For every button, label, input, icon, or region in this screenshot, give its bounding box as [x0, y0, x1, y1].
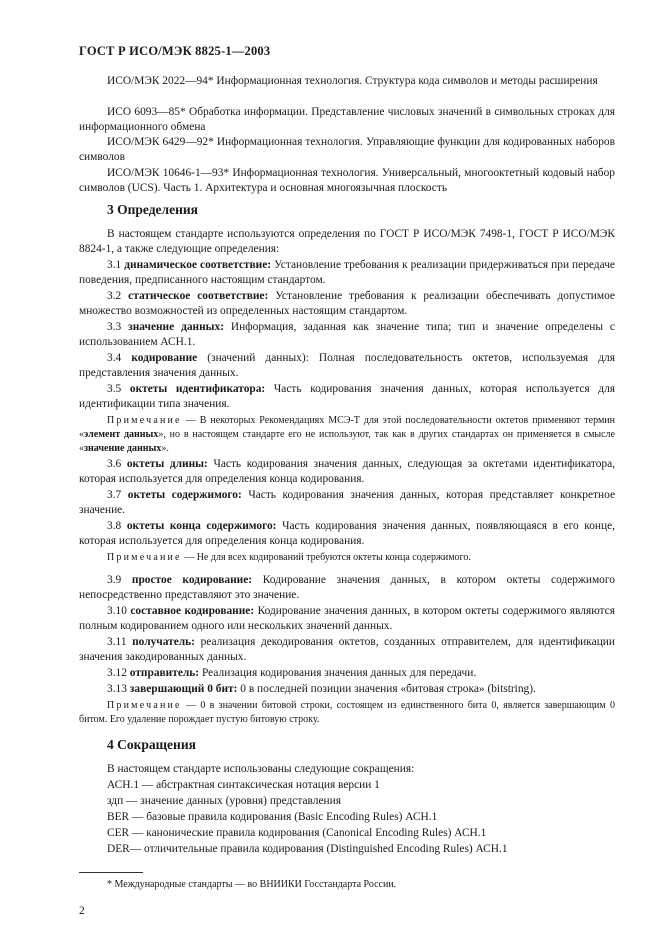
section-3-intro: В настоящем стандарте используются определения по ГОСТ Р ИСО/МЭК 7498-1, ГОСТ Р ИСО/МЭК 8824-1, а также следующие определения: — [79, 228, 615, 256]
footnote: * Международные стандарты — во ВНИИКИ Госстандарта России. — [107, 879, 397, 890]
footnote-divider — [79, 872, 143, 873]
abbreviation-item: здп — значение данных (уровня) представления — [107, 795, 341, 807]
definition-3-11: 3.11 получатель: реализация декодирования октетов, созданных отправителем, для идентификации значения закодированных данных. — [79, 636, 615, 664]
note-3: Примечание — 0 в значении битовой строки, состоящем из единственного бита 0, является завершающим 0 битом. Его удаление порождает пустую битовую строку. — [79, 700, 615, 725]
section-4-intro: В настоящем стандарте использованы следующие сокращения: — [107, 763, 415, 775]
note-2: Примечание — Не для всех кодирований требуются октеты конца содержимого. — [107, 552, 471, 563]
ref-iso-6429: ИСО/МЭК 6429—92* Информационная технология. Управляющие функции для кодированных наборов символов — [79, 136, 615, 164]
definition-3-1: 3.1 динамическое соответствие: Установление требования к реализации придерживаться при передаче поведения, предписанного настоящим стандартом. — [79, 259, 615, 287]
definition-3-9: 3.9 простое кодирование: Кодирование значения данных, в котором октеты содержимого непосредственно представляют это значение. — [79, 574, 615, 602]
definition-3-5: 3.5 октеты идентификатора: Часть кодирования значения данных, которая используется для идентификации типа значения. — [79, 383, 615, 411]
definition-3-8: 3.8 октеты конца содержимого: Часть кодирования значения данных, появляющаяся в его конце, которая используется для определения конца кодирования. — [79, 520, 616, 548]
ref-iso-2022: ИСО/МЭК 2022—94* Информационная технология. Структура кода символов и методы расширения — [107, 75, 598, 87]
page-number: 2 — [79, 905, 85, 917]
abbreviation-item: CER — канонические правила кодирования (Canonical Encoding Rules) АСН.1 — [107, 827, 487, 839]
definition-3-6: 3.6 октеты длины: Часть кодирования значения данных, следующая за октетами идентификатора, которая используется для определения конца кодирования. — [79, 458, 615, 486]
definition-3-3: 3.3 значение данных: Информация, заданная как значение типа; тип и значение определены с использованием АСН.1. — [79, 321, 615, 349]
note-1: Примечание — В некоторых Рекомендациях МСЭ-Т для этой последовательности октетов применяют термин «элемент данных», но в настоящем стандарте его не используют, так как в других стандартах он применяется в смысле «значение данных». — [79, 415, 616, 454]
definition-3-7: 3.7 октеты содержимого: Часть кодирования значения данных, которая представляет конкретное значение. — [79, 489, 615, 517]
abbreviation-item: BER — базовые правила кодирования (Basic Encoding Rules) АСН.1 — [107, 811, 438, 823]
definition-3-10: 3.10 составное кодирование: Кодирование значения данных, в котором октеты содержимого являются полным кодированием одного или нескольких значений данных. — [79, 605, 615, 633]
section-4-heading: 4 Сокращения — [107, 737, 196, 752]
definition-3-4: 3.4 кодирование (значений данных): Полная последовательность октетов, используемая для представления значения данных. — [79, 352, 615, 380]
abbreviation-item: АСН.1 — абстрактная синтаксическая нотация версии 1 — [107, 779, 380, 791]
section-3-heading: 3 Определения — [107, 202, 198, 217]
ref-iso-6093: ИСО 6093—85* Обработка информации. Представление числовых значений в символьных строках для информационного обмена — [79, 106, 615, 134]
ref-iso-10646: ИСО/МЭК 10646-1—93* Информационная технология. Универсальный, многооктетный кодовый набор символов (UCS). Часть 1. Архитектура и основная многоязычная плоскость — [79, 167, 615, 195]
abbreviation-item: DER— отличительные правила кодирования (Distinguished Encoding Rules) АСН.1 — [107, 843, 508, 855]
page-header: ГОСТ Р ИСО/МЭК 8825-1—2003 — [79, 44, 271, 58]
definition-3-12: 3.12 отправитель: Реализация кодирования значения данных для передачи. — [107, 667, 477, 679]
definition-3-2: 3.2 статическое соответствие: Установление требования к реализации обеспечивать допустимое множество возможностей из определенных настоящим стандартом. — [79, 290, 615, 318]
definition-3-13: 3.13 завершающий 0 бит: 0 в последней позиции значения «битовая строка» (bitstring). — [107, 683, 536, 695]
